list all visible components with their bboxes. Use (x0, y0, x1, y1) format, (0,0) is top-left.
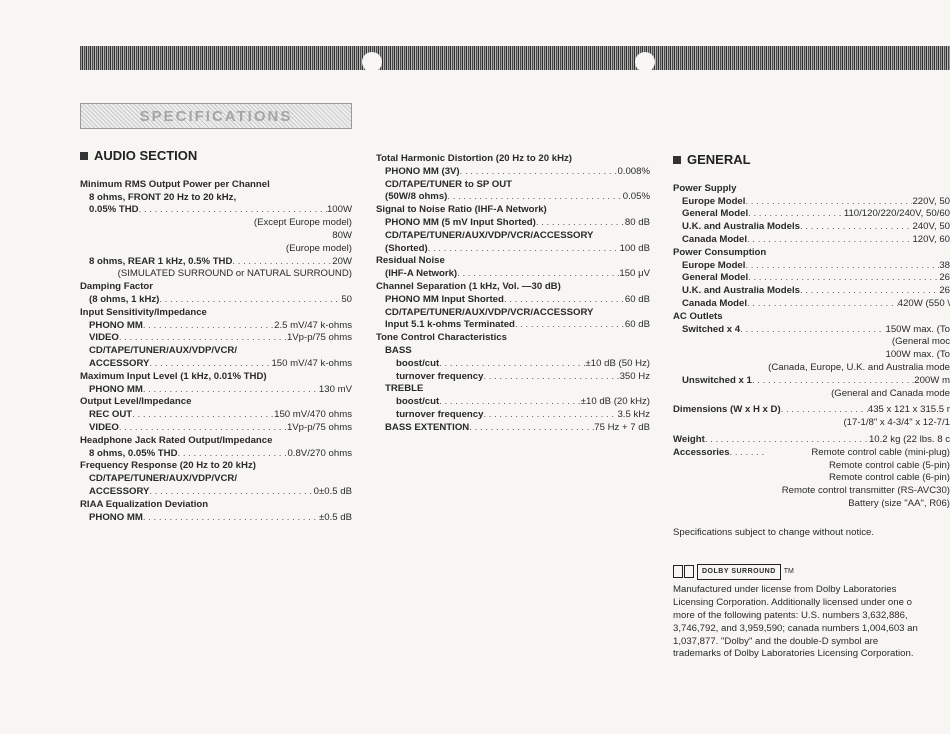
spec-value: 350 Hz (619, 370, 650, 382)
dot-leader (781, 404, 868, 417)
spec-label: VIDEO (89, 421, 119, 433)
spec-heading: Minimum RMS Output Power per Channel (80, 178, 270, 190)
dot-leader (745, 260, 939, 273)
spec-value: 2.5 mV/47 k-ohms (274, 319, 352, 331)
spec-row (376, 191, 650, 204)
spec-label: PHONO MM (3V) (385, 165, 460, 177)
spec-row (673, 285, 950, 298)
spec-row (80, 320, 352, 333)
spec-subheading: CD/TAPE/TUNER/AUX/VDP/VCR/ (89, 473, 238, 485)
spec-row (673, 221, 950, 234)
spec-label: 8 ohms, REAR 1 kHz, 0.5% THD (89, 255, 233, 267)
spec-row (673, 260, 950, 273)
spec-row (376, 268, 650, 281)
spec-value: 60 dB (624, 293, 650, 305)
dot-leader (748, 272, 939, 285)
spec-note: 100W max. (To (885, 349, 950, 361)
spec-note: (SIMULATED SURROUND or NATURAL SURROUND) (117, 268, 352, 280)
spec-value: 240V, 50 (912, 221, 950, 233)
spec-row (673, 447, 950, 460)
dot-leader (119, 422, 287, 435)
spec-row (673, 434, 950, 447)
specifications-title-box (80, 103, 352, 129)
spec-subheading: TREBLE (385, 383, 424, 395)
dot-leader (483, 409, 617, 422)
spec-label: Europe Model (682, 195, 746, 207)
dot-leader (752, 375, 914, 388)
spec-value: 0.008% (617, 165, 650, 177)
spec-heading: Damping Factor (80, 281, 154, 293)
dot-leader (469, 422, 594, 435)
spec-value: 220V, 50 (912, 195, 950, 207)
spec-subheading: CD/TAPE/TUNER/AUX/VDP/VCR/ACCESSORY (385, 306, 594, 318)
spec-row (673, 272, 950, 285)
spec-value: ±10 dB (50 Hz) (585, 357, 650, 369)
spec-row (673, 196, 950, 209)
spec-label: PHONO MM Input Shorted (385, 293, 504, 305)
spec-value: 60 dB (624, 319, 650, 331)
license-text: Manufactured under license from Dolby Laboratories Licensing Corporation. Additionally licensed under one o more of the following patents: U.S. numbers 3,632,886, 3,746,792, and 3,959,590; canada numbers 1,004,603 an 1,037,877. "Dolby" and the double-D symbol are trademarks of Dolby Laboratories Licensing Corporation. (673, 584, 918, 660)
spec-value: 0±0.5 dB (313, 485, 352, 497)
spec-label: General Model (682, 208, 749, 220)
general-section-column (673, 154, 950, 661)
spec-value: 100W (326, 204, 352, 216)
spec-note: Battery (size "AA", R06) (848, 497, 950, 509)
spec-row (80, 332, 352, 345)
spec-value: 50 (341, 293, 352, 305)
spec-row (673, 375, 950, 388)
spec-label: Canada Model (682, 297, 748, 309)
spec-row (80, 486, 352, 499)
dot-leader (800, 221, 912, 234)
spec-label: 0.05% THD (89, 204, 139, 216)
binder-hole-left (362, 52, 382, 72)
spec-row (376, 422, 650, 435)
spec-label: 8 ohms, 0.05% THD (89, 447, 178, 459)
spec-value: 1Vp-p/75 ohms (286, 332, 352, 344)
spec-label: Input 5.1 k-ohms Terminated (385, 319, 515, 331)
dot-leader (747, 234, 912, 247)
spec-subheading: CD/TAPE/TUNER to SP OUT (385, 178, 513, 190)
dot-leader (504, 294, 625, 307)
dot-leader (747, 298, 898, 311)
audio-section-heading: AUDIO SECTION (80, 150, 352, 163)
spec-heading: Frequency Response (20 Hz to 20 kHz) (80, 460, 256, 472)
spec-note: 80W (332, 229, 352, 241)
spec-value: ±10 dB (20 kHz) (580, 396, 650, 408)
spec-row (376, 396, 650, 409)
spec-label: (IHF-A Network) (385, 268, 458, 280)
spec-label: PHONO MM (89, 319, 143, 331)
spec-value: 26 (939, 285, 950, 297)
dot-leader (119, 332, 287, 345)
spec-row (80, 448, 352, 461)
spec-label: ACCESSORY (89, 485, 150, 497)
spec-label: PHONO MM (5 mV Input Shorted) (385, 216, 536, 228)
spec-value: Remote control cable (mini-plug) (811, 446, 950, 458)
spec-label: boost/cut (396, 396, 440, 408)
spec-note: Remote control cable (5-pin) (828, 459, 950, 471)
spec-label: Weight (673, 433, 705, 445)
spec-label: U.K. and Australia Models (682, 221, 800, 233)
binder-hole-right (635, 52, 655, 72)
spec-value: 110/120/220/240V, 50/60 (843, 208, 950, 220)
spec-value: 20W (332, 255, 352, 267)
audio-section-column-2 (376, 153, 650, 435)
dot-leader (730, 447, 764, 460)
dot-leader (705, 434, 869, 447)
spec-value: 0.05% (622, 191, 650, 203)
spec-row (376, 409, 650, 422)
page-title: SPECIFICATIONS (139, 107, 293, 125)
spec-value: 3.5 kHz (617, 408, 650, 420)
spec-value: 26 (939, 272, 950, 284)
spec-label: Europe Model (682, 259, 746, 271)
spec-heading: Total Harmonic Distortion (20 Hz to 20 kHz) (376, 153, 572, 164)
spec-row (80, 512, 352, 525)
dot-leader (457, 268, 619, 281)
spec-label: REC OUT (89, 409, 133, 421)
dot-leader (447, 191, 622, 204)
dot-leader (149, 486, 313, 499)
dot-leader (483, 371, 619, 384)
dot-leader (143, 512, 319, 525)
spec-label: Canada Model (682, 233, 748, 245)
spec-value: 200W m (914, 374, 950, 386)
dot-leader (460, 166, 618, 179)
general-section-heading: GENERAL (673, 154, 950, 167)
spec-heading: AC Outlets (673, 310, 723, 322)
spec-label: PHONO MM (89, 511, 143, 523)
spec-row (673, 404, 950, 417)
spec-row (80, 422, 352, 435)
dot-leader (536, 217, 625, 230)
dot-leader (748, 208, 844, 221)
spec-label: General Model (682, 272, 749, 284)
dot-leader (132, 409, 274, 422)
spec-heading: Maximum Input Level (1 kHz, 0.01% THD) (80, 370, 267, 382)
spec-row (80, 256, 352, 269)
spec-row (80, 294, 352, 307)
spec-label: turnover frequency (396, 408, 484, 420)
spec-heading: Input Sensitivity/Impedance (80, 306, 207, 318)
spec-heading: Signal to Noise Ratio (IHF-A Network) (376, 204, 547, 216)
spec-heading: Output Level/Impedance (80, 396, 192, 408)
spec-subheading: 8 ohms, FRONT 20 Hz to 20 kHz, (89, 191, 237, 203)
spec-value: 1Vp-p/75 ohms (286, 421, 352, 433)
spec-label: U.K. and Australia Models (682, 285, 800, 297)
spec-value: ±0.5 dB (318, 511, 352, 523)
spec-row (376, 243, 650, 256)
spec-label: Unswitched x 1 (682, 374, 752, 386)
spec-value: 150W max. (To (885, 323, 950, 335)
spec-row (673, 208, 950, 221)
dot-leader (159, 294, 341, 307)
spec-row (80, 384, 352, 397)
spec-subheading: BASS (385, 344, 412, 356)
dot-leader (178, 448, 288, 461)
spec-value: 420W (550 \ (897, 297, 950, 309)
dot-leader (139, 204, 327, 217)
spec-row (376, 358, 650, 371)
spec-note: (General and Canada mode (831, 387, 950, 399)
dolby-surround-wordmark: DOLBY SURROUND (697, 564, 781, 581)
notice-text: Specifications subject to change without notice. (673, 526, 875, 538)
dot-leader (428, 243, 620, 256)
spec-note: (Except Europe model) (253, 217, 352, 229)
spec-value: 150 mV/47 k-ohms (271, 357, 352, 369)
dot-leader (740, 324, 885, 337)
dot-leader (149, 358, 271, 371)
spec-label: (50W/8 ohms) (385, 191, 448, 203)
square-bullet-icon (80, 152, 88, 160)
decorative-header-band (80, 46, 950, 70)
spec-value: 10.2 kg (22 lbs. 8 c (868, 433, 950, 445)
dot-leader (143, 384, 319, 397)
trademark-symbol: TM (783, 567, 794, 575)
spec-label: turnover frequency (396, 370, 484, 382)
spec-label: (Shorted) (385, 242, 428, 254)
spec-row (376, 371, 650, 384)
spec-value: 100 dB (619, 242, 650, 254)
spec-value: 80 dB (624, 216, 650, 228)
dot-leader (800, 285, 939, 298)
spec-note: (Canada, Europe, U.K. and Australia mode (768, 361, 950, 373)
spec-value: 120V, 60 (912, 233, 950, 245)
audio-section-column-1 (80, 150, 352, 524)
spec-note: Remote control cable (6-pin) (828, 472, 950, 484)
spec-row (673, 298, 950, 311)
spec-label: ACCESSORY (89, 357, 150, 369)
spec-label: boost/cut (396, 357, 440, 369)
double-d-logo-icon (673, 565, 695, 578)
spec-row (376, 294, 650, 307)
dot-leader (439, 396, 581, 409)
spec-heading: RIAA Equalization Deviation (80, 498, 209, 510)
spec-heading: Headphone Jack Rated Output/Impedance (80, 434, 273, 446)
spec-row (376, 217, 650, 230)
dot-leader (232, 256, 332, 269)
spec-note: (Europe model) (285, 242, 352, 254)
spec-label: PHONO MM (89, 383, 143, 395)
spec-value: 38 (939, 259, 950, 271)
square-bullet-icon (673, 156, 681, 164)
spec-heading: Residual Noise (376, 255, 445, 267)
spec-row (673, 234, 950, 247)
spec-value: 75 Hz + 7 dB (594, 421, 650, 433)
spec-heading: Power Supply (673, 182, 737, 194)
spec-value: 150 μV (619, 268, 650, 280)
spec-row (376, 319, 650, 332)
spec-row (673, 324, 950, 337)
spec-row (376, 166, 650, 179)
spec-heading: Channel Separation (1 kHz, Vol. —30 dB) (376, 280, 561, 292)
spec-value: 0.8V/270 ohms (287, 447, 352, 459)
dot-leader (439, 358, 585, 371)
spec-heading: Tone Control Characteristics (376, 332, 507, 344)
spec-value: 150 mV/470 ohms (274, 409, 352, 421)
spec-subheading: CD/TAPE/TUNER/AUX/VDP/VCR/ACCESSORY (385, 229, 594, 241)
dolby-surround-logo (673, 564, 950, 581)
spec-label: Accessories (673, 446, 730, 458)
spec-label: Switched x 4 (682, 323, 741, 335)
dot-leader (143, 320, 274, 333)
spec-label: VIDEO (89, 332, 119, 344)
spec-row (80, 358, 352, 371)
spec-label: (8 ohms, 1 kHz) (89, 293, 160, 305)
dot-leader (745, 196, 912, 209)
spec-value: 130 mV (318, 383, 352, 395)
spec-label: BASS EXTENTION (385, 421, 470, 433)
spec-subheading: CD/TAPE/TUNER/AUX/VDP/VCR/ (89, 345, 238, 357)
spec-row (80, 409, 352, 422)
spec-value: 435 x 121 x 315.5 r (867, 404, 950, 416)
spec-note: Remote control transmitter (RS-AVC30) (781, 485, 950, 497)
spec-note: (17-1/8" x 4-3/4" x 12-7/1 (843, 417, 950, 429)
spec-note: (General moc (891, 336, 950, 348)
spec-label: Dimensions (W x H x D) (673, 404, 781, 416)
spec-row (80, 204, 352, 217)
dot-leader (515, 319, 625, 332)
spec-heading: Power Consumption (673, 246, 767, 258)
